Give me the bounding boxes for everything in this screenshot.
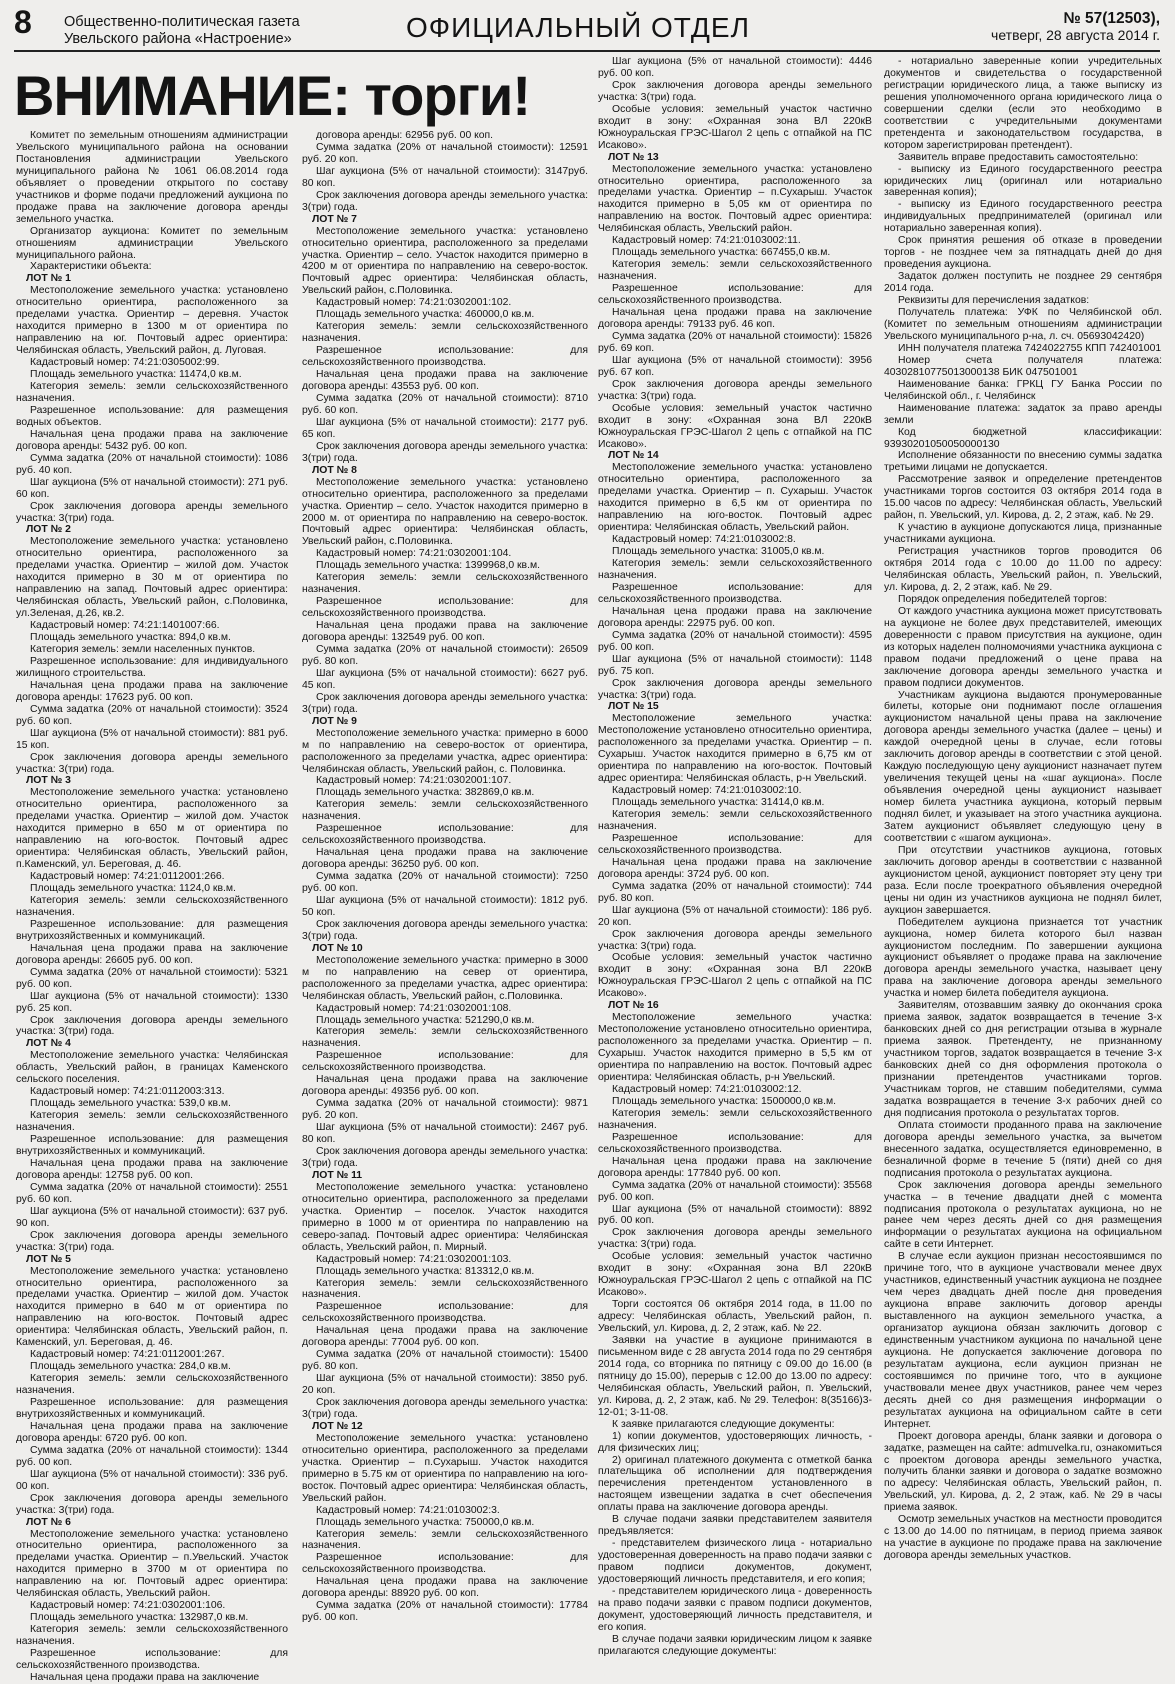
paragraph: Местоположение земельного участка: установлено относительно ориентира, расположенного за пределами участка. Ориентир – жилой дом. Участок находится примерно в 30 м от ориентира по направлению на запад. Почтовый адрес ориентира: Челябинская область, Увельский район, с.Половинка, ул.Зеленая, д.26, кв.2.: [16, 536, 288, 620]
paragraph: Шаг аукциона (5% от начальной стоимости): 271 руб. 60 коп.: [16, 476, 288, 500]
paragraph: Порядок определения победителей торгов:: [898, 593, 1108, 605]
paragraph: Местоположение земельного участка: установлено относительно ориентира, расположенного за пределами участка. Ориентир – жилой дом. Участок находится примерно в 650 м от ориентира по направлению на юго-восток. Почтовый адрес ориентира: Челябинская область, Увельский район, п.Каменский, ул. Береговая, д. 46.: [16, 787, 288, 871]
lot-heading: ЛОТ № 16: [608, 1000, 659, 1012]
paragraph: Шаг аукциона (5% от начальной стоимости): 637 руб. 90 коп.: [16, 1205, 288, 1229]
paragraph: - представителем юридического лица - доверенность на право подачи заявки с правом подписи документов, документ, удостоверяющий личность представителя, и его копия.: [598, 1586, 872, 1633]
paragraph: Местоположение земельного участка: примерно в 3000 м по направлению на север от ориентира, расположенного за пределами участка, адрес ориентира: Челябинская область, Увельский район, с.Половинка.: [302, 954, 588, 1002]
paragraph: Разрешенное использование: для сельскохозяйственного производства.: [302, 596, 588, 620]
lot-heading: ЛОТ № 8: [312, 464, 357, 476]
paragraph: Площадь земельного участка: 813312,0 кв.м.: [316, 1265, 535, 1277]
paragraph: Разрешенное использование: для индивидуального жилищного строительства.: [16, 655, 288, 679]
paragraph: Срок заключения договора аренды земельного участка: 3(три) года.: [598, 378, 872, 402]
paragraph: Кадастровый номер: 74:21:0305002:99.: [30, 357, 220, 369]
paragraph: Шаг аукциона (5% от начальной стоимости): 4446 руб. 00 коп.: [598, 56, 872, 79]
paragraph: Категория земель: земли сельскохозяйственного назначения.: [16, 1110, 288, 1134]
paragraph: К заявке прилагаются следующие документы:: [612, 1418, 835, 1430]
paragraph: Торги состоятся 06 октября 2014 года, в 11.00 по адресу: Челябинская область, Увельский район, п. Увельский, ул. Кирова, д. 2, 2 этаж, каб. № 22.: [598, 1299, 872, 1335]
paragraph: К участию в аукционе допускаются лица, признанные участниками аукциона.: [884, 522, 1162, 546]
paragraph: Категория земель: земли сельскохозяйственного назначения.: [598, 558, 872, 581]
paragraph: Особые условия: земельный участок частично входит в зону: «Охранная зона ВЛ 220кВ Южноуральская ГРЭС-Шагол 2 цепь с отпайкой на ПС Исаково».: [598, 402, 872, 450]
paragraph: Разрешенное использование: для размещения внутрихозяйственных и коммуникаций.: [16, 1134, 288, 1158]
paragraph: Регистрация участников торгов проводится 06 октября 2014 года с 10.00 до 11.00 по адресу: Челябинская область, Увельский район, п. Увельский, ул. Кирова, д. 2, 2 этаж, каб. № 29.: [884, 546, 1162, 593]
paragraph: Срок заключения договора аренды земельного участка: 3(три) года.: [302, 1397, 588, 1420]
paragraph: Местоположение земельного участка: примерно в 6000 м по направлению на северо-восток от ориентира, расположенного за пределами участка, адрес ориентира: Челябинская область, Увельский район, с. Половинка.: [302, 727, 588, 775]
paragraph: Разрешенное использование: для сельскохозяйственного производства.: [598, 581, 872, 605]
paragraph: Шаг аукциона (5% от начальной стоимости): 3850 руб. 20 коп.: [302, 1373, 588, 1397]
paragraph: Срок заключения договора аренды земельного участка: 3(три) года.: [302, 691, 588, 715]
paragraph: Начальная цена продажи права на заключение договора аренды: 17623 руб. 00 коп.: [16, 679, 288, 703]
lot-heading: ЛОТ № 14: [608, 450, 659, 462]
paragraph: От каждого участника аукциона может присутствовать на аукционе не более двух представителей, имеющих доверенности с правом присутствия на аукционе, один из которых наделен полномочиями участника аукциона с правом подачи предложений о цене права на заключение договора аренды земельного участка и правом подписи документов.: [884, 605, 1162, 689]
paragraph: Начальная цена продажи права на заключение договора аренды: 26605 руб. 00 коп.: [16, 942, 288, 966]
paragraph: Особые условия: земельный участок частично входит в зону: «Охранная зона ВЛ 220кВ Южноуральская ГРЭС-Шагол 2 цепь с отпайкой на ПС Исаково».: [598, 1251, 872, 1299]
paragraph: Площадь земельного участка: 460000,0 кв.м.: [316, 309, 535, 321]
paragraph: Начальная цена продажи права на заключение договора аренды: 12758 руб. 00 коп.: [16, 1157, 288, 1181]
paragraph: договора аренды: 62956 руб. 00 коп.: [316, 130, 494, 141]
paragraph: Кадастровый номер: 74:21:0103002:12.: [612, 1083, 802, 1095]
issue-number: № 57(12503),: [1063, 10, 1160, 27]
paragraph: Срок принятия решения об отказе в проведении торгов - не позднее чем за пятнадцать дней до дня проведения аукциона.: [884, 235, 1162, 271]
paragraph: Категория земель: земли сельскохозяйственного назначения.: [302, 1528, 588, 1552]
paragraph: Кадастровый номер: 74:21:0302001:106.: [30, 1600, 226, 1612]
lot-heading: ЛОТ № 2: [26, 524, 71, 536]
paragraph: Начальная цена продажи права на заключение договора аренды: 88920 руб. 00 коп.: [302, 1576, 588, 1600]
paragraph: Кадастровый номер: 74:21:0112001:267.: [30, 1349, 225, 1361]
issue-info: [991, 10, 1160, 44]
newspaper-name-line2: Увельского района «Настроение»: [64, 31, 292, 47]
paragraph: Задаток должен поступить не позднее 29 сентября 2014 года.: [884, 271, 1162, 295]
paragraph: Шаг аукциона (5% от начальной стоимости): 2177 руб. 65 коп.: [302, 416, 588, 440]
paragraph: Местоположение земельного участка: установлено относительно ориентира, расположенного за пределами участка. Ориентир – п. Сухарыш. Участок находится примерно в 6,5 км от ориентира по направлению на юго-восток. Почтовый адрес ориентира: Челябинская область, Увельский район.: [598, 462, 872, 534]
lot-heading: ЛОТ № 3: [26, 775, 71, 787]
paragraph: 2) оригинал платежного документа с отметкой банка плательщика об исполнении для подтверждения перечисления претендентом установленного в настоящем извещении задатка в счет обеспечения оплаты права на заключение договора аренды.: [598, 1454, 872, 1514]
page-header: [14, 6, 1160, 52]
paragraph: Разрешенное использование: для размещения внутрихозяйственных и коммуникаций.: [16, 918, 288, 942]
paragraph: Сумма задатка (20% от начальной стоимости): 15400 руб. 80 коп.: [302, 1349, 588, 1373]
paragraph: Разрешенное использование: для размещения водных объектов.: [16, 404, 288, 428]
paragraph: Срок заключения договора аренды земельного участка: 3(три) года.: [302, 189, 588, 213]
paragraph: Площадь земельного участка: 539,0 кв.м.: [30, 1098, 231, 1110]
paragraph: Сумма задатка (20% от начальной стоимости): 9871 руб. 20 коп.: [302, 1098, 588, 1122]
paragraph: - нотариально заверенные копии учредительных документов и свидетельства о государственной регистрации юридического лица, а также выписку из решения уполномоченного органа юридического лица о совершении сделки (если это необходимо в соответствии с учредительными документами претендента и законодательством государства, в котором зарегистрирован претендент).: [884, 56, 1162, 151]
paragraph: Проект договора аренды, бланк заявки и договора о задатке, размещен на сайте: admuvelka.ru, ознакомиться с проектом договора аренды земельного участка, получить бланки заявки и договора о задатке возможно по адресу: Челябинская область, Увельский район, п. Увельский, ул. Кирова, д. 2, 2 этаж, каб. № 29 в часы приема заявок.: [884, 1430, 1162, 1514]
paragraph: Разрешенное использование: для сельскохозяйственного производства.: [16, 1648, 288, 1671]
lot-heading: ЛОТ № 6: [26, 1516, 71, 1528]
lot-heading: ЛОТ № 10: [312, 942, 363, 954]
paragraph: Срок заключения договора аренды земельного участка: 3(три) года.: [598, 677, 872, 701]
paragraph: Наименование платежа: задаток за право аренды земли: [884, 402, 1162, 426]
paragraph: Площадь земельного участка: 1500000,0 кв.м.: [612, 1095, 836, 1107]
lot-heading: ЛОТ № 1: [26, 273, 71, 285]
paragraph: Сумма задатка (20% от начальной стоимости): 5321 руб. 00 коп.: [16, 966, 288, 990]
paragraph: Разрешенное использование: для сельскохозяйственного производства.: [302, 1552, 588, 1576]
paragraph: Получатель платежа: УФК по Челябинской обл. (Комитет по земельным отношениям администрации Увельского муниципального р-на, л. сч. 05693042420): [884, 307, 1162, 342]
paragraph: ИНН получателя платежа 7424022755 КПП 742401001: [898, 342, 1162, 354]
paragraph: Площадь земельного участка: 132987,0 кв.м.: [30, 1612, 249, 1624]
paragraph: Срок заключения договора аренды земельного участка: 3(три) года.: [598, 79, 872, 103]
paragraph: Характеристики объекта:: [30, 261, 152, 273]
paragraph: Победителем аукциона признается тот участник аукциона, номер билета которого был назван аукционистом последним. По завершении аукциона аукционист объявляет о продаже права на заключение договора аренды земельного участка, называет цену права на заключение договора аренды земельного участка и номер билета победителя аукциона.: [884, 916, 1162, 1000]
paragraph: Категория земель: земли сельскохозяйственного назначения.: [598, 809, 872, 832]
paragraph: Заявитель вправе предоставить самостоятельно:: [898, 151, 1139, 163]
paragraph: Заявки на участие в аукционе принимаются в письменном виде с 28 августа 2014 года по 29 сентября 2014 года, со вторника по пятницу с 09.00 до 16.00 (в пятницу до 15.00), перерыв с 12.00 до 13.00 по адресу: Челябинская область, Увельский район, п. Увельский, ул. Кирова, д. 2, 2 этаж, каб. № 29. Телефон: 8(35166)3-12-01; 3-11-08.: [598, 1334, 872, 1418]
paragraph: Исполнение обязанности по внесению суммы задатка третьими лицами не допускается.: [884, 450, 1162, 474]
paragraph: Кадастровый номер: 74:21:0302001:103.: [316, 1253, 512, 1265]
paragraph: Сумма задатка (20% от начальной стоимости): 15826 руб. 69 коп.: [598, 330, 872, 354]
lot-heading: ЛОТ № 15: [608, 701, 659, 713]
paragraph: - выписку из Единого государственного реестра индивидуальных предпринимателей (оригинал или нотариально заверенная копия).: [884, 199, 1162, 235]
paragraph: Оплата стоимости проданного права на заключение договора аренды земельного участка, за вычетом внесенного задатка, осуществляется единовременно, в безналичной форме в течение 5 (пяти) дней со дня подписания протокола о результатах аукциона.: [884, 1119, 1162, 1179]
paragraph: Шаг аукциона (5% от начальной стоимости): 3147руб. 80 коп.: [302, 165, 588, 189]
paragraph: Срок заключения договора аренды земельного участка: 3(три) года.: [302, 918, 588, 942]
paragraph: Площадь земельного участка: 894,0 кв.м.: [30, 632, 231, 644]
paragraph: В случае подачи заявки представителем заявителя предъявляется:: [598, 1514, 872, 1538]
paragraph: Категория земель: земли сельскохозяйственного назначения.: [302, 572, 588, 596]
lot-heading: ЛОТ № 9: [312, 715, 357, 727]
paragraph: Начальная цена продажи права на заключение договора аренды: 79133 руб. 46 коп.: [598, 307, 872, 330]
paragraph: Начальная цена продажи права на заключение договора аренды: 6720 руб. 00 коп.: [16, 1420, 288, 1444]
paragraph: Кадастровый номер: 74:21:0103002:8.: [612, 534, 796, 546]
paragraph: Начальная цена продажи права на заключение договора аренды: 43553 руб. 00 коп.: [302, 369, 588, 393]
paragraph: Местоположение земельного участка: установлено относительно ориентира, расположенного за пределами участка. Ориентир – п.Сухарыш. Участок находится примерно в 5,05 км от ориентира по направлению на восток. Почтовый адрес ориентира: Челябинская область, Увельский район.: [598, 163, 872, 235]
paragraph: Местоположение земельного участка: установлено относительно ориентира, расположенного за пределами участка. Ориентир – село. Участок находится примерно в 4200 м от ориентира по направлению на северо-восток. Почтовый адрес ориентира: Челябинская область, Увельский район, с.Половинка.: [302, 225, 588, 297]
issue-date: четверг, 28 августа 2014 г.: [991, 27, 1160, 43]
paragraph: Категория земель: земли сельскохозяйственного назначения.: [302, 799, 588, 823]
paragraph: Разрешенное использование: для сельскохозяйственного производства.: [302, 345, 588, 369]
paragraph: Местоположение земельного участка: установлено относительно ориентира, расположенного за пределами участка. Ориентир – село. Участок находится примерно в 2000 м. от ориентира по направлению на северо-восток. Почтовый адрес ориентира: Челябинская область, Увельский район, с.Половинка.: [302, 476, 588, 548]
paragraph: Шаг аукциона (5% от начальной стоимости): 1148 руб. 75 коп.: [598, 653, 872, 677]
paragraph: Категория земель: земли населенных пунктов.: [30, 643, 256, 655]
paragraph: Разрешенное использование: для сельскохозяйственного производства.: [302, 1301, 588, 1325]
paragraph: Наименование банка: ГРКЦ ГУ Банка России по Челябинской обл., г. Челябинск: [884, 378, 1162, 402]
paragraph: Особые условия: земельный участок частично входит в зону: «Охранная зона ВЛ 220кВ Южноуральская ГРЭС-Шагол 2 цепь с отпайкой на ПС Исаково».: [598, 103, 872, 151]
paragraph: Разрешенное использование: для размещения внутрихозяйственных и коммуникаций.: [16, 1397, 288, 1420]
paragraph: Кадастровый номер: 74:21:0302001:104.: [316, 548, 512, 560]
paragraph: При отсутствии участников аукциона, готовых заключить договор аренды в соответствии с названной аукционистом ценой, аукционист повторяет эту цену три раза. Если после троекратного объявления очередной цены ни один из участников аукциона не поднял билет, аукцион завершается.: [884, 844, 1162, 916]
paragraph: Площадь земельного участка: 31005,0 кв.м.: [612, 546, 825, 558]
lot-heading: ЛОТ № 7: [312, 213, 357, 225]
paragraph: Шаг аукциона (5% от начальной стоимости): 336 руб. 00 коп.: [16, 1468, 288, 1492]
paragraph: Сумма задатка (20% от начальной стоимости): 17784 руб. 00 коп.: [302, 1600, 588, 1624]
paragraph: Кадастровый номер: 74:21:0103002:11.: [612, 235, 801, 247]
paragraph: Категория земель: земли сельскохозяйственного назначения.: [598, 1107, 872, 1131]
paragraph: Площадь земельного участка: 1124,0 кв.м.: [30, 883, 236, 895]
paragraph: Сумма задатка (20% от начальной стоимости): 4595 руб. 00 коп.: [598, 629, 872, 653]
paragraph: Сумма задатка (20% от начальной стоимости): 8710 руб. 60 коп.: [302, 392, 588, 416]
paragraph: Сумма задатка (20% от начальной стоимости): 744 руб. 80 коп.: [598, 880, 872, 904]
text-column-2: [302, 130, 588, 1650]
paragraph: Шаг аукциона (5% от начальной стоимости): 186 руб. 20 коп.: [598, 904, 872, 928]
text-column-1: [16, 130, 288, 1683]
paragraph: Разрешенное использование: для сельскохозяйственного производства.: [598, 283, 872, 307]
paragraph: Разрешенное использование: для сельскохозяйственного производства.: [302, 1050, 588, 1074]
paragraph: Код бюджетной классификации: 93930201050050000130: [884, 426, 1162, 450]
text-column-4: [884, 56, 1162, 1650]
paragraph: Кадастровый номер: 74:21:1401007:66.: [30, 620, 220, 632]
paragraph: Комитет по земельным отношениям администрации Увельского муниципального района на основании Постановления администрации Увельского муниципального района № 1061 06.08.2014 года объявляет о проведении открытого по составу участников и форме подачи предложений аукциона по продаже права на заключение договора аренды земельного участка.: [16, 130, 288, 225]
paragraph: Местоположение земельного участка: Местоположение установлено относительно ориентира, расположенного за пределами участка. Ориентир – п. Сухарыш. Участок находится примерно в 6,75 км от ориентира по направлению на юго-восток. Почтовый адрес ориентира: Челябинская область, р-н Увельский.: [598, 713, 872, 785]
paragraph: Категория земель: земли сельскохозяйственного назначения.: [16, 895, 288, 918]
paragraph: Местоположение земельного участка: установлено относительно ориентира, расположенного за пределами участка. Ориентир – деревня. Участок находится примерно в 1300 м от ориентира по направлению на юг. Почтовый адрес ориентира: Челябинская область, Увельский район, д. Луговая.: [16, 285, 288, 357]
paragraph: Площадь земельного участка: 667455,0 кв.м.: [612, 247, 831, 259]
paragraph: Разрешенное использование: для сельскохозяйственного производства.: [302, 823, 588, 847]
paragraph: Категория земель: земли сельскохозяйственного назначения.: [302, 321, 588, 345]
paragraph: Шаг аукциона (5% от начальной стоимости): 1812 руб. 50 коп.: [302, 895, 588, 918]
paragraph: Начальная цена продажи права на заключение договора аренды: 77004 руб. 00 коп.: [302, 1325, 588, 1349]
paragraph: Срок заключения договора аренды земельного участка: 3(три) года.: [16, 500, 288, 524]
paragraph: - выписку из Единого государственного реестра юридических лиц (оригинал или нотариально заверенная копия);: [884, 163, 1162, 199]
paragraph: Сумма задатка (20% от начальной стоимости): 1086 руб. 40 коп.: [16, 452, 288, 476]
paragraph: Срок заключения договора аренды земельного участка: 3(три) года.: [598, 1227, 872, 1251]
paragraph: Категория земель: земли сельскохозяйственного назначения.: [598, 259, 872, 283]
paragraph: Сумма задатка (20% от начальной стоимости): 3524 руб. 60 коп.: [16, 703, 288, 727]
paragraph: Рассмотрение заявок и определение претендентов участниками торгов состоится 03 октября 2014 года в 15.00 часов по адресу: Челябинская область, Увельский район, п. Увельский, ул. Кирова, д. 2, 2 этаж, каб. № 29.: [884, 474, 1162, 522]
paragraph: Местоположение земельного участка: установлено относительно ориентира, расположенного за пределами участка. Ориентир – жилой дом. Участок находится примерно в 640 м от ориентира по направлению на юго-восток. Почтовый адрес ориентира: Челябинская область, Увельский район, п. Каменский, ул. Береговая, д. 46.: [16, 1265, 288, 1349]
paragraph: Местоположение земельного участка: Челябинская область, Увельский район, в границах Каменского сельского поселения.: [16, 1050, 288, 1086]
section-title: ОФИЦИАЛЬНЫЙ ОТДЕЛ: [406, 12, 750, 43]
headline: ВНИМАНИЕ: торги!: [14, 64, 530, 127]
paragraph: Площадь земельного участка: 382869,0 кв.м.: [316, 787, 535, 799]
paragraph: Кадастровый номер: 74:21:0302001:108.: [316, 1002, 512, 1014]
paragraph: Срок заключения договора аренды земельного участка: 3(три) года.: [16, 1014, 288, 1038]
paragraph: Начальная цена продажи права на заключение договора аренды: 36250 руб. 00 коп.: [302, 847, 588, 871]
paragraph: Сумма задатка (20% от начальной стоимости): 26509 руб. 80 коп.: [302, 643, 588, 667]
paragraph: Шаг аукциона (5% от начальной стоимости): 1330 руб. 25 коп.: [16, 990, 288, 1014]
paragraph: В случае если аукцион признан несостоявшимся по причине того, что в аукционе участвовали менее двух участников, единственный участник аукциона не позднее чем через двадцать дней после дня проведения аукциона вправе заключить договор аренды выставленного на аукцион земельного участка, а организатор аукциона обязан заключить договор с единственным участником аукциона по начальной цене аукциона. Не допускается заключение договора по результатам аукциона, если аукцион признан не состоявшимся по причине того, что в аукционе участвовали менее двух участников, ранее чем через десять дней со дня размещения информации о результатах аукциона на официальном сайте в сети Интернет.: [884, 1251, 1162, 1430]
paragraph: Срок заключения договора аренды земельного участка: 3(три) года.: [598, 928, 872, 952]
paragraph: Участникам аукциона выдаются пронумерованные билеты, которые они поднимают после оглашения аукционистом начальной цены права на заключение договора аренды земельного участка (далее – цены) и каждой очередной цены в случае, если готовы заключить договор аренды в соответствии с этой ценой. Каждую последующую цену аукционист назначает путем увеличения текущей цены на «шаг аукциона». После объявления очередной цены аукционист называет номер билета участника аукциона, который первым поднял билет, и указывает на этого участника аукциона. Затем аукционист объявляет следующую цену в соответствии с «шагом аукциона».: [884, 689, 1162, 844]
paragraph: Категория земель: земли сельскохозяйственного назначения.: [302, 1277, 588, 1301]
paragraph: Кадастровый номер: 74:21:0103002:3.: [316, 1504, 500, 1516]
lot-heading: ЛОТ № 11: [312, 1169, 363, 1181]
paragraph: Срок заключения договора аренды земельного участка: 3(три) года.: [16, 1229, 288, 1253]
paragraph: Шаг аукциона (5% от начальной стоимости): 6627 руб. 45 коп.: [302, 667, 588, 691]
paragraph: Срок заключения договора аренды земельного участка: 3(три) года.: [16, 751, 288, 775]
paragraph: Кадастровый номер: 74:21:0302001:107.: [316, 775, 512, 787]
paragraph: Категория земель: земли сельскохозяйственного назначения.: [16, 381, 288, 404]
paragraph: Реквизиты для перечисления задатков:: [898, 295, 1090, 307]
paragraph: 1) копии документов, удостоверяющих личность, - для физических лиц;: [598, 1430, 872, 1454]
paragraph: Разрешенное использование: для сельскохозяйственного производства.: [598, 1131, 872, 1155]
paragraph: Срок заключения договора аренды земельного участка: 3(три) года.: [16, 1492, 288, 1516]
paragraph: Шаг аукциона (5% от начальной стоимости): 881 руб. 15 коп.: [16, 727, 288, 751]
paragraph: Площадь земельного участка: 284,0 кв.м.: [30, 1361, 231, 1373]
paragraph: Начальная цена продажи права на заключение: [30, 1671, 260, 1683]
paragraph: Шаг аукциона (5% от начальной стоимости): 3956 руб. 67 коп.: [598, 354, 872, 378]
paragraph: Кадастровый номер: 74:21:0302001:102.: [316, 297, 512, 309]
paragraph: В случае подачи заявки юридическим лицом к заявке прилагаются следующие документы:: [598, 1633, 872, 1657]
paragraph: Площадь земельного участка: 750000,0 кв.м.: [316, 1516, 535, 1528]
lot-heading: ЛОТ № 12: [312, 1420, 363, 1432]
paragraph: Сумма задатка (20% от начальной стоимости): 7250 руб. 00 коп.: [302, 871, 588, 895]
paragraph: Начальная цена продажи права на заключение договора аренды: 132549 руб. 00 коп.: [302, 620, 588, 644]
paragraph: Категория земель: земли сельскохозяйственного назначения.: [16, 1373, 288, 1397]
paragraph: Категория земель: земли сельскохозяйственного назначения.: [16, 1624, 288, 1648]
paragraph: Сумма задатка (20% от начальной стоимости): 1344 руб. 00 коп.: [16, 1444, 288, 1468]
paragraph: Срок заключения договора аренды земельного участка: 3(три) года.: [302, 1146, 588, 1169]
newspaper-name-line1: Общественно-политическая газета: [64, 14, 300, 30]
paragraph: Площадь земельного участка: 521290,0 кв.м.: [316, 1014, 535, 1026]
newspaper-name: [64, 14, 300, 48]
paragraph: Осмотр земельных участков на местности проводится с 13.00 до 14.00 по пятницам, в период приема заявок на участие в аукционе по продаже права на заключение договора аренды земельных участков.: [884, 1514, 1162, 1562]
paragraph: Местоположение земельного участка: установлено относительно ориентира, расположенного за пределами участка. Ориентир – поселок. Участок находится примерно в 1000 м от ориентира по направлению на северо-запад. Почтовый адрес ориентира: Челябинская область, Увельский район, п. Мирный.: [302, 1181, 588, 1253]
paragraph: Площадь земельного участка: 31414,0 кв.м.: [612, 797, 825, 809]
paragraph: Сумма задатка (20% от начальной стоимости): 35568 руб. 00 коп.: [598, 1179, 872, 1203]
paragraph: Особые условия: земельный участок частично входит в зону: «Охранная зона ВЛ 220кВ Южноуральская ГРЭС-Шагол 2 цепь с отпайкой на ПС Исаково».: [598, 952, 872, 1000]
paragraph: Номер счета получателя платежа: 40302810775013000138 БИК 047501001: [884, 354, 1162, 378]
paragraph: Кадастровый номер: 74:21:0103002:10.: [612, 785, 802, 797]
text-column-3: [598, 56, 872, 1657]
paragraph: Шаг аукциона (5% от начальной стоимости): 8892 руб. 00 коп.: [598, 1203, 872, 1227]
paragraph: Начальная цена продажи права на заключение договора аренды: 5432 руб. 00 коп.: [16, 428, 288, 452]
paragraph: Разрешенное использование: для сельскохозяйственного производства.: [598, 832, 872, 856]
paragraph: Кадастровый номер: 74:21:0112001:266.: [30, 871, 225, 883]
paragraph: Организатор аукциона: Комитет по земельным отношениям администрации Увельского муниципального района.: [16, 225, 288, 261]
paragraph: Площадь земельного участка: 11474,0 кв.м.: [30, 369, 242, 381]
paragraph: Начальная цена продажи права на заключение договора аренды: 22975 руб. 00 коп.: [598, 605, 872, 629]
paragraph: Шаг аукциона (5% от начальной стоимости): 2467 руб. 80 коп.: [302, 1122, 588, 1146]
paragraph: Срок заключения договора аренды земельного участка – в течение двадцати дней с момента подписания протокола о результатах аукциона, но не ранее чем через десять дней со дня размещения информации о результатах аукциона на официальном сайте в сети Интернет.: [884, 1179, 1162, 1251]
paragraph: Категория земель: земли сельскохозяйственного назначения.: [302, 1026, 588, 1050]
paragraph: - представителем физического лица - нотариально удостоверенная доверенность на право подачи заявки с правом подписи документов, документ, удостоверяющий личность представителя, и его копия;: [598, 1538, 872, 1586]
paragraph: Начальная цена продажи права на заключение договора аренды: 177840 руб. 00 коп.: [598, 1155, 872, 1179]
paragraph: Кадастровый номер: 74:21:0112003:313.: [30, 1086, 225, 1098]
lot-heading: ЛОТ № 5: [26, 1253, 71, 1265]
paragraph: Площадь земельного участка: 1399968,0 кв.м.: [316, 560, 540, 572]
paragraph: Начальная цена продажи права на заключение договора аренды: 3724 руб. 00 коп.: [598, 856, 872, 880]
paragraph: Местоположение земельного участка: установлено относительно ориентира, расположенного за пределами участка. Ориентир – п.Увельский. Участок находится примерно в 3700 м от ориентира по направлению на юг. Почтовый адрес ориентира: Челябинская область, Увельский район.: [16, 1528, 288, 1600]
lot-heading: ЛОТ № 13: [608, 151, 659, 163]
paragraph: Местоположение земельного участка: Местоположение установлено относительно ориентира, расположенного за пределами участка. Ориентир – п. Сухарыш. Участок находится примерно в 5,5 км от ориентира по направлению на восток. Почтовый адрес ориентира: Челябинская область, р-н Увельский.: [598, 1012, 872, 1084]
page-number: 8: [14, 4, 32, 40]
paragraph: Сумма задатка (20% от начальной стоимости): 2551 руб. 60 коп.: [16, 1181, 288, 1205]
paragraph: Срок заключения договора аренды земельного участка: 3(три) года.: [302, 440, 588, 464]
paragraph: Сумма задатка (20% от начальной стоимости): 12591 руб. 20 коп.: [302, 141, 588, 165]
paragraph: Заявителям, отозвавшим заявку до окончания срока приема заявок, задаток возвращается в течение 3-х банковских дней со дня регистрации отзыва в журнале приема заявок. Претенденту, не признанному участником торгов, задаток возвращается в течение 3-х банковских дней со дня оформления протокола о признании претендентов участниками торгов. Участникам торгов, не ставшим победителями, сумма задатка возвращается в течение 3-х рабочих дней со дня подписания протокола о результатах торгов.: [884, 1000, 1162, 1119]
paragraph: Начальная цена продажи права на заключение договора аренды: 49356 руб. 00 коп.: [302, 1074, 588, 1098]
paragraph: Местоположение земельного участка: установлено относительно ориентира, расположенного за пределами участка. Ориентир – п.Сухарыш. Участок находится примерно в 5.75 км от ориентира по направлению на юго-восток. Почтовый адрес ориентира: Челябинская область, Увельский район.: [302, 1432, 588, 1504]
lot-heading: ЛОТ № 4: [26, 1038, 71, 1050]
